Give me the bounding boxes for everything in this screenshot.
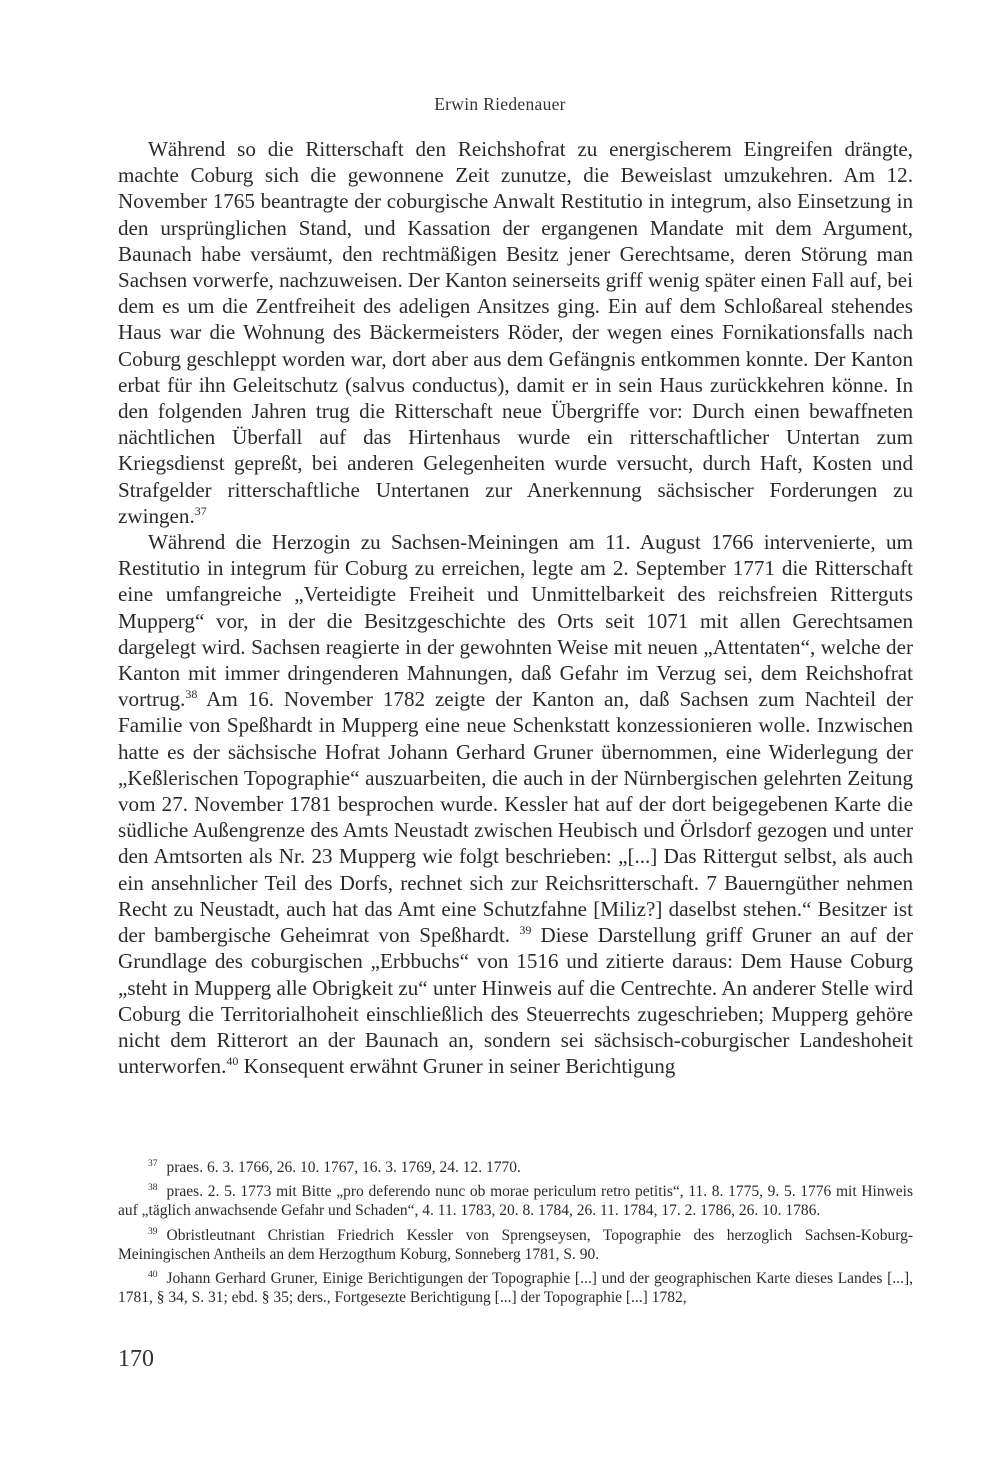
paragraph-text: Während die Herzogin zu Sachsen-Meiningen am 11. August 1766 intervenierte, um Restitutio in integrum für Coburg zu erreichen, legte am 2. September 1771 die Ritterschaft eine umfangreiche „Verteidigte Freiheit und Unmittelbarkeit des reichsfreien Ritterguts Mupperg“ vor, in der die Besitzgeschichte des Orts seit 1071 mit allen Gerechtsamen dargelegt wird. Sachsen reagierte in der gewohnten Weise mit neuen „Attentaten“, welche der Kanton mit immer dringenderen Mahnungen, daß Gefahr im Verzug sei, dem Reichshofrat vortrug. — [118, 530, 913, 712]
footnote-reference: 37 — [194, 503, 207, 518]
footnote-number: 39 — [148, 1226, 158, 1237]
paragraph-text: Am 16. November 1782 zeigte der Kanton an, daß Sachsen zum Nachteil der Familie von Speßhardt in Mupperg eine neue Schenkstatt konzessionieren wolle. Inzwischen hatte es der sächsische Hofrat Johann Gerhard Gruner übernommen, eine Widerlegung der „Keßlerischen Topographie“ auszuarbeiten, die auch in der Nürnbergischen gelehrten Zeitung vom 27. November 1781 besprochen wurde. Kessler hat auf der dort beigegebenen Karte die südliche Außengrenze des Amts Neustadt zwischen Heubisch und Örlsdorf gezogen und unter den Amtsorten als Nr. 23 Mupperg wie folgt beschrieben: „[...] Das Rittergut selbst, als auch ein ansehnlicher Teil des Dorfs, rechnet sich zur Reichsritterschaft. 7 Bauerngüther nehmen Recht zu Neustadt, auch hat das Amt eine Schutzfahne [Miliz?] daselbst stehen.“ Besitzer ist der bambergische Geheimrat von Speßhardt. — [118, 687, 913, 948]
footnotes-section — [118, 1158, 913, 1312]
footnote — [118, 1158, 913, 1177]
paragraph-text: Konsequent erwähnt Gruner in seiner Berichtigung — [238, 1054, 676, 1079]
footnote-text: praes. 6. 3. 1766, 26. 10. 1767, 16. 3. 1769, 24. 12. 1770. — [166, 1159, 521, 1176]
footnote — [118, 1269, 913, 1307]
paragraph-text: Diese Darstellung griff Gruner an auf der Grundlage des coburgischen „Erbbuchs“ von 1516 und zitierte daraus: Dem Hause Coburg „steht in Mupperg alle Obrigkeit zu“ unter Hinweis auf die Centrechte. An anderer Stelle wird Coburg die Territorialhoheit einschließlich des Steuerrechts zugeschrieben; Mupperg gehöre nicht dem Ritterort an der Baunach an, sondern sei sächsisch-coburgischer Landeshoheit unterworfen. — [118, 923, 913, 1079]
footnote-reference: 40 — [226, 1054, 239, 1069]
footnote-text: Johann Gerhard Gruner, Einige Berichtigungen der Topographie [...] und der geographischen Karte dieses Landes [...], 1781, § 34, S. 31; ebd. § 35; ders., Fortgesezte Berichtigung [...] der Topographie [...] 1782, — [118, 1270, 913, 1307]
footnote-number: 37 — [148, 1159, 158, 1169]
footnote-number: 40 — [148, 1270, 158, 1281]
footnote-number: 38 — [148, 1183, 158, 1194]
footnote-reference: 38 — [185, 687, 198, 702]
footnote — [118, 1182, 913, 1220]
footnote-text: praes. 2. 5. 1773 mit Bitte „pro deferendo nunc ob morae periculum retro petitis“, 11. 8. 1775, 9. 5. 1776 mit Hinweis auf „täglich anwachsende Gefahr und Schaden“, 4. 11. 1783, 20. 8. 1784, 26. 11. 1784, 17. 2. 1786, 26. 10. 1786. — [118, 1183, 913, 1220]
page-number: 170 — [118, 1346, 154, 1372]
footnote-reference: 39 — [519, 923, 532, 938]
body-paragraph — [118, 529, 913, 1079]
body-paragraph — [118, 136, 913, 529]
main-text — [118, 136, 913, 1079]
running-header: Erwin Riedenauer — [434, 94, 566, 114]
footnote-text: Obristleutnant Christian Friedrich Kessler von Sprengseysen, Topographie des herzoglich Sachsen-Koburg-Meiningischen Antheils an dem Herzogthum Koburg, Sonneberg 1781, S. 90. — [118, 1226, 913, 1263]
footnote — [118, 1226, 913, 1264]
paragraph-text: Während so die Ritterschaft den Reichshofrat zu energischerem Eingreifen drängte, machte Coburg sich die gewonnene Zeit zunutze, die Beweislast umzukehren. Am 12. November 1765 beantragte der coburgische Anwalt Restitutio in integrum, also Einsetzung in den ursprünglichen Stand, und Kassation der ergangenen Mandate mit dem Argument, Baunach habe versäumt, den rechtmäßigen Besitz jener Gerechtsame, deren Störung man Sachsen vorwerfe, nachzuweisen. Der Kanton seinerseits griff wenig später einen Fall auf, bei dem es um die Zentfreiheit des adeligen Ansitzes ging. Ein auf dem Schloßareal stehendes Haus war die Wohnung des Bäckermeisters Röder, der wegen eines Fornikationsfalls nach Coburg geschleppt worden war, dort aber aus dem Gefängnis entkommen konnte. Der Kanton erbat für ihn Geleitschutz (salvus conductus), damit er in sein Haus zurückkehren könne. In den folgenden Jahren trug die Ritterschaft neue Übergriffe vor: Durch einen bewaffneten nächtlichen Überfall auf das Hirtenhaus wurde ein ritterschaftlicher Untertan zum Kriegsdienst gepreßt, bei anderen Gelegenheiten wurde versucht, durch Haft, Kosten und Strafgelder ritterschaftliche Untertanen zur Anerkennung sächsischer Forderungen zu zwingen. — [118, 137, 913, 528]
